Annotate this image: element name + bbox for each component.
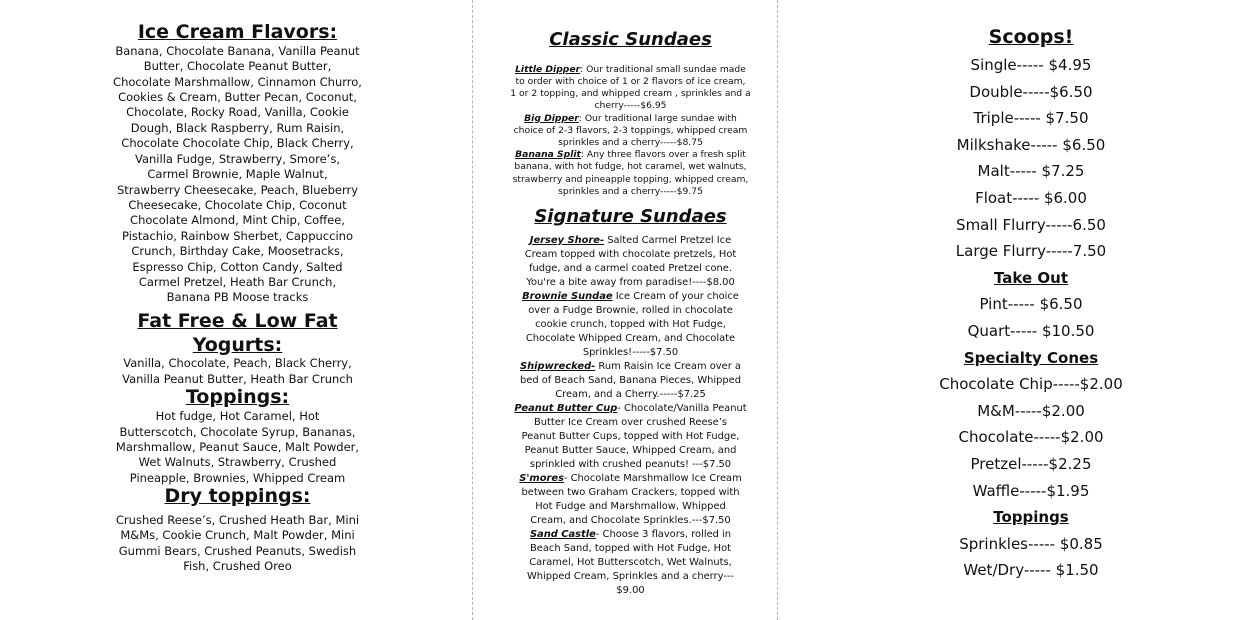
sundae-description-line: Chocolate Whipped Cream, and Chocolate: [525, 332, 736, 344]
classic-sundae-item: [503, 64, 758, 113]
sundae-description-line: $9.00: [616, 584, 645, 596]
flavor-line: Chocolate Chocolate Chip, Black Cherry,: [121, 136, 354, 151]
specialty-cones-list: [925, 371, 1137, 504]
sundae-name: Shipwrecked-: [520, 360, 596, 372]
flavor-line: Dough, Black Raspberry, Rum Raisin,: [130, 120, 345, 135]
sundae-name: S'mores: [519, 472, 564, 484]
dry-topping-line: Crushed Reese’s, Crushed Heath Bar, Mini: [115, 512, 360, 527]
sundae-description-line: fudge, and a carmel coated Pretzel cone.: [528, 262, 732, 274]
sundae-description-line: Cream, and Chocolate Sprinkles.---$7.50: [530, 514, 731, 526]
takeout-title: Take Out: [994, 268, 1068, 287]
sundae-description-line: Shipwrecked- Rum Raisin Ice Cream over a: [520, 360, 741, 372]
sundae-description-line: sprinkled with crushed peanuts! ---$7.50: [529, 458, 732, 470]
sundae-description-line: Brownie Sundae Ice Cream of your choice: [522, 290, 739, 302]
sundae-description-line: Big Dipper: Our traditional large sundae with: [524, 112, 737, 124]
scoop-price: Large Flurry-----7.50: [955, 242, 1107, 261]
flavor-line: Butter, Chocolate Peanut Butter,: [143, 59, 332, 74]
signature-sundae-item: [503, 402, 758, 472]
signature-sundae-item: [503, 290, 758, 360]
flavor-line: Chocolate, Rocky Road, Vanilla, Cookie: [126, 105, 349, 120]
toppings-prices-title: Toppings: [993, 508, 1069, 527]
topping-line: Hot fudge, Hot Caramel, Hot: [155, 409, 320, 424]
scoop-price: Double-----$6.50: [969, 82, 1093, 101]
sundae-name: Big Dipper: [524, 112, 579, 124]
dry-toppings-list: [100, 513, 375, 575]
sundae-description-line: choice of 2-3 flavors, 2-3 toppings, whipped cream: [513, 124, 748, 136]
sundae-description-line: Sprinkles!-----$7.50: [582, 346, 679, 358]
classic-sundaes-title: Classic Sundaes: [549, 29, 712, 50]
yogurt-line: Vanilla Peanut Butter, Heath Bar Crunch: [122, 371, 353, 386]
takeout-list: [925, 291, 1137, 344]
flavor-line: Vanilla Fudge, Strawberry, Smore’s,: [135, 151, 340, 166]
scoop-price: Single----- $4.95: [970, 56, 1092, 74]
sundae-description-line: 1 or 2 topping, and whipped cream , sprinkles and a: [510, 88, 751, 100]
sundae-name: Sand Castle: [529, 528, 596, 540]
sundaes-column: [503, 0, 758, 598]
flavor-line: Crunch, Birthday Cake, Moosetracks,: [131, 244, 344, 259]
sundae-description-line: Cream topped with chocolate pretzels, Hot: [524, 248, 737, 260]
specialty-cones-title: Specialty Cones: [963, 348, 1099, 367]
scoops-title: Scoops!: [988, 26, 1074, 48]
flavor-line: Cookies & Cream, Butter Pecan, Coconut,: [118, 90, 357, 105]
yogurts-list: [100, 356, 375, 387]
scoop-price: Float----- $6.00: [975, 188, 1087, 207]
sundae-description-line: strawberry and pineapple topping, whipped cream,: [512, 173, 749, 185]
topping-line: Pineapple, Brownies, Whipped Cream: [129, 470, 346, 485]
sundae-name: Banana Split: [515, 149, 581, 161]
sundae-description-line: Peanut Butter Sauce, Whipped Cream, and: [524, 444, 737, 456]
toppings-prices-list: [925, 531, 1137, 584]
divider-left: [472, 0, 473, 620]
sundae-description-line: Jersey Shore- Salted Carmel Pretzel Ice: [529, 234, 732, 246]
dry-topping-line: Fish, Crushed Oreo: [183, 559, 292, 574]
sundae-description-line: sprinkles and a cherry-----$8.75: [558, 136, 703, 148]
sundae-description-line: Cream, and a Cherry.-----$7.25: [555, 388, 706, 400]
signature-sundaes-title: Signature Sundaes: [534, 205, 727, 227]
topping-line: Butterscotch, Chocolate Syrup, Bananas,: [119, 424, 356, 439]
toppings-title: Toppings:: [185, 386, 290, 409]
flavors-list: [100, 44, 375, 306]
signature-sundaes-list: [503, 234, 758, 598]
flavor-line: Chocolate Almond, Mint Chip, Coffee,: [130, 213, 345, 228]
scoop-price: Milkshake----- $6.50: [956, 135, 1106, 154]
scoop-price: Small Flurry-----6.50: [956, 215, 1106, 234]
sundae-description-line: Sand Castle- Choose 3 flavors, rolled in: [529, 528, 732, 540]
topping-line: Wet Walnuts, Strawberry, Crushed: [138, 455, 337, 470]
signature-sundae-item: [503, 472, 758, 528]
takeout-price: Pint----- $6.50: [979, 295, 1083, 314]
flavor-line: Banana, Chocolate Banana, Vanilla Peanut: [115, 43, 360, 58]
sundae-description-line: Caramel, Hot Butterscotch, Wet Walnuts,: [529, 556, 732, 568]
flavors-title: Ice Cream Flavors:: [137, 21, 338, 43]
sundae-name: Peanut Butter Cup: [514, 402, 618, 414]
sundae-description-line: cherry-----$6.95: [594, 100, 667, 112]
sundae-description-line: to order with choice of 1 or 2 flavors of ice cream,: [515, 75, 746, 87]
topping-price: Sprinkles----- $0.85: [959, 534, 1103, 553]
scoop-price: Triple----- $7.50: [973, 109, 1089, 128]
sundae-description-line: bed of Beach Sand, Banana Pieces, Whipped: [520, 374, 741, 386]
sundae-description-line: over a Fudge Brownie, rolled in chocolate: [528, 304, 733, 316]
sundae-description-line: sprinkles and a cherry-----$9.75: [558, 185, 703, 197]
flavor-line: Carmel Pretzel, Heath Bar Crunch,: [138, 274, 337, 289]
toppings-list: [100, 409, 375, 486]
yogurts-title-line1: Fat Free & Low Fat: [137, 309, 338, 332]
dry-topping-line: M&Ms, Cookie Crunch, Malt Powder, Mini: [120, 528, 355, 543]
yogurts-title-line2: Yogurts:: [192, 333, 283, 356]
sundae-description-line: Whipped Cream, Sprinkles and a cherry---: [527, 570, 734, 582]
flavors-column: [100, 0, 375, 575]
flavor-line: Pistachio, Rainbow Sherbet, Cappuccino: [122, 228, 353, 243]
flavor-line: Banana PB Moose tracks: [166, 290, 309, 305]
flavor-line: Espresso Chip, Cotton Candy, Salted: [132, 259, 343, 274]
sundae-description-line: Beach Sand, topped with Hot Fudge, Hot: [530, 542, 731, 554]
flavor-line: Carmel Brownie, Maple Walnut,: [147, 167, 328, 182]
sundae-description-line: between two Graham Crackers, topped with: [521, 486, 740, 498]
sundae-description-line: cookie crunch, topped with Hot Fudge,: [535, 318, 726, 330]
divider-right: [777, 0, 778, 620]
sundae-description-line: Peanut Butter Cups, topped with Hot Fudge,: [521, 430, 740, 442]
sundae-description-line: Little Dipper: Our traditional small sundae made: [515, 63, 746, 75]
prices-column: [925, 0, 1137, 584]
yogurt-line: Vanilla, Chocolate, Peach, Black Cherry,: [123, 356, 352, 371]
classic-sundae-item: [503, 149, 758, 198]
signature-sundae-item: [503, 234, 758, 290]
cone-price: Pretzel-----$2.25: [970, 454, 1092, 473]
sundae-description-line: Banana Split: Any three flavors over a fresh split: [515, 149, 746, 161]
dry-topping-line: Gummi Bears, Crushed Peanuts, Swedish: [118, 543, 357, 558]
topping-line: Marshmallow, Peanut Sauce, Malt Powder,: [115, 439, 360, 454]
scoop-price: Malt----- $7.25: [977, 162, 1085, 181]
flavor-line: Strawberry Cheesecake, Peach, Blueberry: [116, 182, 359, 197]
flavor-line: Chocolate Marshmallow, Cinnamon Churro,: [113, 74, 362, 89]
takeout-price: Quart----- $10.50: [967, 321, 1095, 340]
cone-price: Chocolate-----$2.00: [958, 428, 1104, 447]
classic-sundae-item: [503, 113, 758, 150]
sundae-description-line: Peanut Butter Cup- Chocolate/Vanilla Peanut: [514, 402, 747, 414]
cone-price: Chocolate Chip-----$2.00: [939, 375, 1123, 394]
signature-sundae-item: [503, 528, 758, 598]
sundae-description-line: Butter Ice Cream over crushed Reese’s: [533, 416, 728, 428]
sundae-name: Little Dipper: [515, 63, 581, 75]
signature-sundae-item: [503, 360, 758, 402]
sundae-description-line: S'mores- Chocolate Marshmallow Ice Cream: [519, 472, 742, 484]
sundae-description-line: banana, with hot fudge, hot caramel, wet walnuts,: [514, 161, 747, 173]
sundae-name: Brownie Sundae: [522, 290, 613, 302]
dry-toppings-title: Dry toppings:: [164, 485, 311, 508]
topping-price: Wet/Dry----- $1.50: [963, 561, 1099, 580]
flavor-line: Cheesecake, Chocolate Chip, Coconut: [128, 197, 347, 212]
cone-price: Waffle-----$1.95: [972, 481, 1090, 500]
sundae-description-line: Hot Fudge and Marshmallow, Whipped: [535, 500, 726, 512]
classic-sundaes-list: [503, 64, 758, 198]
scoops-list: [925, 52, 1137, 265]
sundae-name: Jersey Shore-: [529, 234, 605, 246]
cone-price: M&M-----$2.00: [977, 401, 1085, 420]
sundae-description-line: You're a bite away from paradise!----$8.00: [526, 276, 735, 288]
